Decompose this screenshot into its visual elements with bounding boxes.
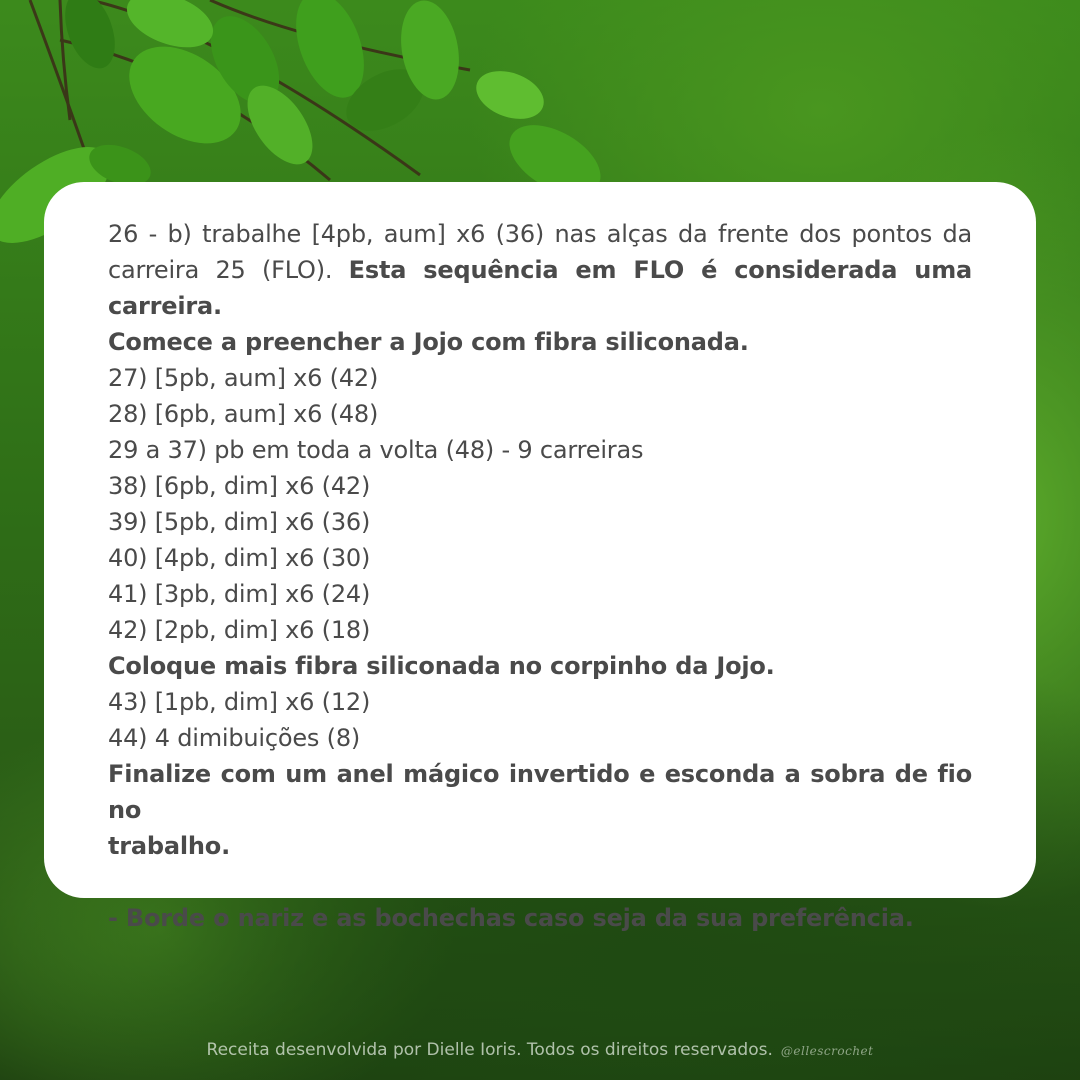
copyright-text: Receita desenvolvida por Dielle Ioris. Todos os direitos reservados. [206, 1040, 773, 1060]
fill-more-note: Coloque mais fibra siliconada no corpinho da Jojo. [108, 652, 775, 680]
row-26-line-1: 26 - b) trabalhe [4pb, aum] x6 (36) nas alças da frente dos pontos da [108, 220, 972, 248]
row-29-37: 29 a 37) pb em toda a volta (48) - 9 carreiras [108, 436, 644, 464]
row-27: 27) [5pb, aum] x6 (42) [108, 364, 379, 392]
row-26-text: carreira 25 (FLO). [108, 256, 349, 284]
row-44: 44) 4 dimibuições (8) [108, 724, 361, 752]
row-28: 28) [6pb, aum] x6 (48) [108, 400, 379, 428]
flo-note: Esta sequência em FLO é considerada uma carreira. [108, 256, 972, 320]
spacer [108, 864, 972, 900]
row-43: 43) [1pb, dim] x6 (12) [108, 688, 371, 716]
row-40: 40) [4pb, dim] x6 (30) [108, 544, 371, 572]
finalize-line-2: trabalho. [108, 832, 230, 860]
row-26-line-2 [108, 252, 972, 324]
recipe-card [44, 182, 1036, 932]
row-42: 42) [2pb, dim] x6 (18) [108, 616, 371, 644]
fill-start-note: Comece a preencher a Jojo com fibra siliconada. [108, 328, 749, 356]
signature-logo: @ellescrochet [780, 1044, 874, 1058]
row-41: 41) [3pb, dim] x6 (24) [108, 580, 371, 608]
footer [0, 1040, 1080, 1068]
embroider-note: - Borde o nariz e as bochechas caso seja da sua preferência. [108, 904, 914, 932]
row-38: 38) [6pb, dim] x6 (42) [108, 472, 371, 500]
finalize-line-1: Finalize com um anel mágico invertido e esconda a sobra de fio no [108, 760, 972, 824]
row-39: 39) [5pb, dim] x6 (36) [108, 508, 371, 536]
